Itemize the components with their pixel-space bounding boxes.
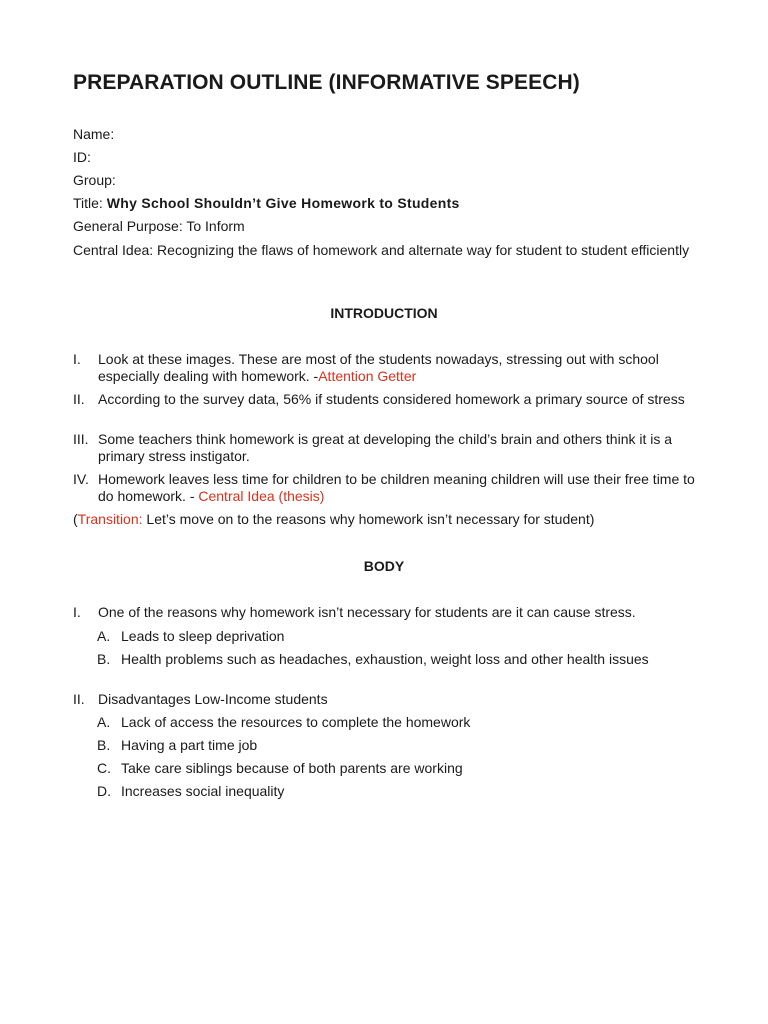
- list-marker: I.: [73, 604, 81, 620]
- document-title: PREPARATION OUTLINE (INFORMATIVE SPEECH): [73, 71, 580, 94]
- list-text: Health problems such as headaches, exhaustion, weight loss and other health issues: [121, 651, 649, 667]
- list-text: According to the survey data, 56% if students considered homework a primary source of stress: [98, 391, 685, 407]
- transition-text: Let’s move on to the reasons why homework isn’t necessary for student): [142, 511, 595, 527]
- transition-line: (Transition: Let’s move on to the reasons why homework isn’t necessary for student): [73, 511, 595, 527]
- list-marker: B.: [97, 651, 111, 667]
- body-point-2-sub-b: [97, 737, 687, 754]
- list-text: Leads to sleep deprivation: [121, 628, 285, 644]
- list-text: Lack of access the resources to complete the homework: [121, 714, 471, 730]
- body-point-1-sub-a: [97, 628, 687, 645]
- general-purpose: General Purpose: To Inform: [73, 218, 245, 234]
- list-marker: A.: [97, 628, 111, 644]
- list-marker: II.: [73, 391, 85, 407]
- attention-getter-tag: Attention Getter: [318, 368, 417, 384]
- intro-item-3: [73, 431, 698, 465]
- body-point-2: [73, 691, 698, 708]
- list-marker: A.: [97, 714, 111, 730]
- speech-title: Why School Shouldn’t Give Homework to Students: [106, 195, 460, 211]
- list-text: Disadvantages Low-Income students: [98, 691, 328, 707]
- list-text: Look at these images. These are most of the students nowadays, stressing out with school especially dealing with homework. -Attention Getter: [98, 351, 659, 384]
- body-point-2-sub-a: [97, 714, 687, 731]
- list-text: One of the reasons why homework isn’t necessary for students are it can cause stress.: [98, 604, 636, 620]
- list-marker: I.: [73, 351, 81, 367]
- body-point-1-sub-b: [97, 651, 687, 668]
- introduction-heading: INTRODUCTION: [330, 305, 438, 321]
- list-text: Increases social inequality: [121, 783, 285, 799]
- body-point-2-sub-d: [97, 783, 687, 800]
- central-idea-tag: Central Idea (thesis): [198, 488, 325, 504]
- body-point-1: [73, 604, 713, 621]
- list-marker: IV.: [73, 471, 89, 487]
- list-marker: III.: [73, 431, 89, 447]
- list-marker: B.: [97, 737, 111, 753]
- body-point-2-sub-c: [97, 760, 687, 777]
- id-field: ID:: [73, 149, 91, 165]
- list-text: Homework leaves less time for children to be children meaning children will use their free time to do homework. - Central Idea (thesis): [98, 471, 695, 504]
- speech-title-line: [73, 195, 460, 212]
- intro-item-2: [73, 391, 698, 408]
- list-text: Take care siblings because of both parents are working: [121, 760, 463, 776]
- body-heading: BODY: [363, 558, 405, 574]
- group-field: Group:: [73, 172, 116, 188]
- transition-label: Transition:: [77, 511, 143, 527]
- list-text: Some teachers think homework is great at developing the child’s brain and others think it is a primary stress instigator.: [98, 431, 673, 464]
- name-field: Name:: [73, 126, 115, 142]
- intro-item-1: [73, 351, 698, 385]
- list-marker: II.: [73, 691, 85, 707]
- central-idea: Central Idea: Recognizing the flaws of homework and alternate way for student to student efficiently: [73, 242, 690, 258]
- intro-item-4: [73, 471, 698, 505]
- title-label: Title:: [73, 195, 107, 211]
- list-marker: C.: [97, 760, 111, 776]
- list-marker: D.: [97, 783, 111, 799]
- list-text: Having a part time job: [121, 737, 258, 753]
